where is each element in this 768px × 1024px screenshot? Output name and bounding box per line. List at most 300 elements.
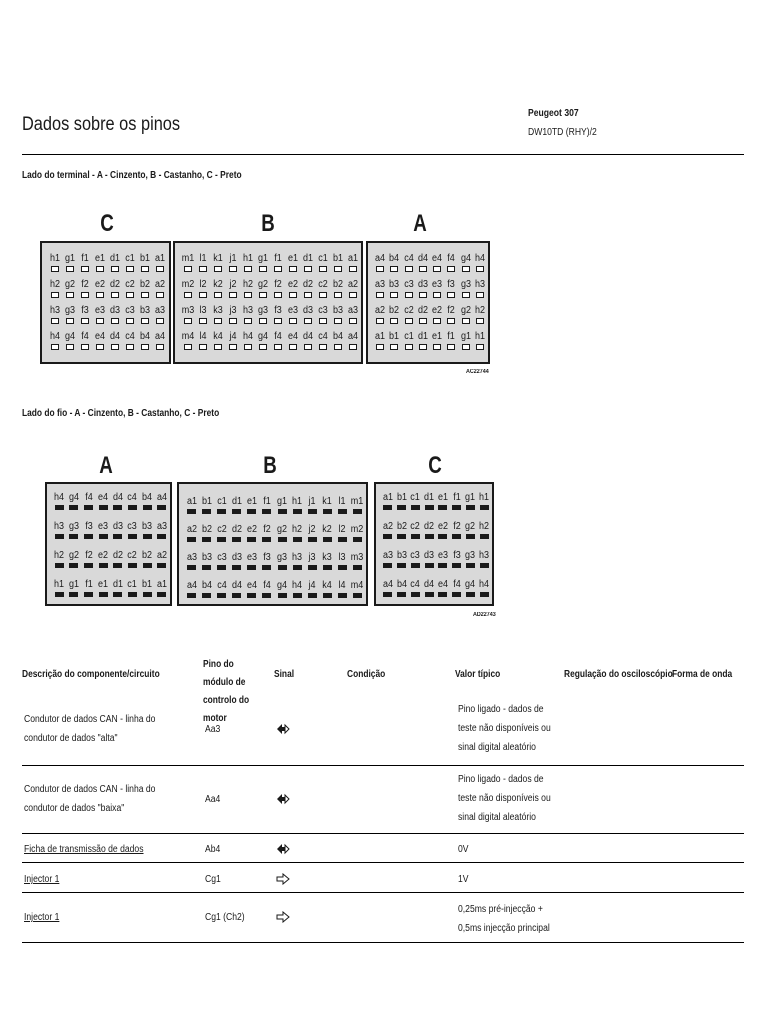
pin-row — [376, 492, 492, 518]
pin-label: c3 — [127, 521, 138, 532]
row-1-pin: Aa3 — [205, 724, 221, 735]
row-4-pin: Cg1 — [205, 874, 221, 885]
pin-b-g1 — [274, 496, 290, 514]
wire-terminal — [338, 509, 347, 514]
pin-a-a4 — [154, 492, 170, 510]
wire-terminal — [308, 565, 317, 570]
pin-b-d1 — [229, 496, 245, 514]
header-scope-setting: Regulação do osciloscópio — [564, 669, 673, 680]
pin-label: d1 — [302, 253, 313, 264]
wire-terminal — [217, 565, 226, 570]
pin-label: e2 — [287, 279, 298, 290]
pin-label: f3 — [447, 279, 456, 290]
row-2-typical-value: Pino ligado - dados de teste não disponíveis ou sinal digital aleatório — [458, 774, 551, 823]
pin-label: h1 — [292, 496, 303, 507]
connector-c-block — [40, 241, 171, 364]
pin-socket — [319, 318, 327, 324]
pin-label: d3 — [417, 279, 428, 290]
pin-socket — [259, 266, 267, 272]
pin-b-f3 — [270, 305, 286, 324]
pin-c-e3 — [92, 305, 108, 324]
pin-c-h3 — [47, 305, 63, 324]
pin-label: g3 — [465, 550, 476, 561]
pin-label: a3 — [186, 552, 197, 563]
pin-socket — [447, 266, 455, 272]
pin-label: b3 — [142, 521, 153, 532]
wire-terminal — [383, 534, 392, 539]
pin-label: f3 — [263, 552, 271, 563]
pin-b-j2 — [225, 279, 241, 298]
header-waveform: Forma de onda — [672, 669, 733, 680]
pin-c-h1 — [47, 253, 63, 272]
wire-terminal — [99, 592, 108, 597]
wire-terminal — [55, 563, 64, 568]
wire-terminal — [84, 592, 93, 597]
pin-socket — [433, 266, 441, 272]
pin-a-a2 — [154, 550, 170, 568]
pin-b-m2 — [349, 524, 365, 542]
pin-b-c4 — [214, 580, 230, 598]
pin-label: f3 — [81, 305, 89, 316]
pin-label: h2 — [242, 279, 253, 290]
wire-ref-code: AD22743 — [473, 612, 496, 618]
pin-label: d2 — [424, 521, 435, 532]
pin-label: d2 — [112, 550, 123, 561]
pin-label: j4 — [228, 331, 237, 342]
pin-label: l4 — [338, 580, 346, 591]
pin-c-a4 — [152, 331, 168, 350]
pin-socket — [81, 292, 89, 298]
pin-socket — [244, 344, 252, 350]
pin-label: e2 — [98, 550, 109, 561]
pin-a-b3 — [139, 521, 155, 539]
pin-b-a3 — [184, 552, 200, 570]
pin-socket — [433, 318, 441, 324]
row-3-typical-value: 0V — [458, 844, 469, 855]
pin-label: c1 — [410, 492, 421, 503]
pin-b-l1 — [195, 253, 211, 272]
header-signal: Sinal — [274, 669, 295, 680]
pin-c-c3 — [122, 305, 138, 324]
wire-terminal — [383, 592, 392, 597]
pin-b-d4 — [229, 580, 245, 598]
wire-terminal — [353, 509, 362, 514]
pin-row — [42, 331, 169, 357]
pin-socket — [334, 344, 342, 350]
pin-label: h2 — [479, 521, 490, 532]
pin-label: h3 — [479, 550, 490, 561]
pin-label: h3 — [54, 521, 65, 532]
wire-terminal — [69, 592, 78, 597]
wire-terminal — [232, 537, 241, 542]
pin-b-c2 — [214, 524, 230, 542]
wire-terminal — [69, 505, 78, 510]
pin-label: g2 — [465, 521, 476, 532]
pin-label: l1 — [198, 253, 207, 264]
wire-terminal — [425, 534, 434, 539]
pin-label: d3 — [231, 552, 242, 563]
pin-a-h3 — [472, 279, 488, 298]
pin-b-d1 — [300, 253, 316, 272]
pin-a-h1 — [51, 579, 67, 597]
pin-a-g3 — [66, 521, 82, 539]
pin-b-j4 — [304, 580, 320, 598]
pin-a-d2 — [110, 550, 126, 568]
pin-b-m4 — [349, 580, 365, 598]
pin-label: c2 — [216, 524, 227, 535]
pin-label: a3 — [382, 550, 393, 561]
pin-label: h1 — [54, 579, 65, 590]
pin-b-b4 — [330, 331, 346, 350]
pin-c-b3 — [137, 305, 153, 324]
pin-label: k3 — [322, 552, 333, 563]
pin-label: c4 — [127, 492, 138, 503]
pin-b-d3 — [229, 552, 245, 570]
connector-b-letter: B — [261, 210, 275, 237]
pin-socket — [156, 318, 164, 324]
pin-label: e4 — [94, 331, 105, 342]
pin-c-h4 — [47, 331, 63, 350]
pin-label: a4 — [156, 492, 167, 503]
pin-label: b1 — [142, 579, 153, 590]
pin-row — [179, 496, 366, 522]
pin-c-d4 — [107, 331, 123, 350]
pin-label: d2 — [417, 305, 428, 316]
pin-b-f1 — [259, 496, 275, 514]
pin-socket — [289, 318, 297, 324]
wire-terminal — [438, 534, 447, 539]
pin-socket — [433, 292, 441, 298]
pin-c-f3 — [77, 305, 93, 324]
wire-terminal — [143, 534, 152, 539]
pin-socket — [66, 318, 74, 324]
pin-b-m4 — [180, 331, 196, 350]
pin-label: m3 — [181, 305, 194, 316]
pin-row — [47, 550, 170, 576]
pin-socket — [376, 266, 384, 272]
pin-label: d3 — [424, 550, 435, 561]
pin-socket — [244, 292, 252, 298]
pin-socket — [274, 318, 282, 324]
pin-socket — [156, 266, 164, 272]
wire-terminal — [438, 563, 447, 568]
pin-label: a4 — [186, 580, 197, 591]
pin-b-k2 — [319, 524, 335, 542]
wire-terminal — [308, 593, 317, 598]
pin-label: b3 — [396, 550, 407, 561]
pin-socket — [51, 318, 59, 324]
pin-label: e3 — [94, 305, 105, 316]
data-bus-icon — [276, 723, 290, 735]
pin-b-a3 — [345, 305, 361, 324]
wire-terminal — [411, 534, 420, 539]
pin-label: e2 — [246, 524, 257, 535]
pin-b-h2 — [240, 279, 256, 298]
pin-a-b4 — [139, 492, 155, 510]
wire-terminal — [217, 509, 226, 514]
wire-terminal — [187, 509, 196, 514]
pin-socket — [390, 344, 398, 350]
pin-label: e4 — [98, 492, 109, 503]
pin-socket — [304, 344, 312, 350]
wire-terminal — [113, 592, 122, 597]
pin-label: f2 — [273, 279, 282, 290]
pin-label: f4 — [84, 492, 93, 503]
pin-label: a2 — [347, 279, 358, 290]
pin-socket — [259, 344, 267, 350]
pin-b-l3 — [195, 305, 211, 324]
row-2-description: Condutor de dados CAN - linha do condutor de dados "baixa" — [24, 784, 156, 814]
pin-c-h2 — [476, 521, 492, 539]
pin-label: f4 — [447, 253, 456, 264]
wire-terminal — [187, 593, 196, 598]
wire-terminal — [383, 563, 392, 568]
wire-terminal — [99, 534, 108, 539]
pin-label: b3 — [332, 305, 343, 316]
pin-row — [179, 580, 366, 606]
pin-b-h3 — [240, 305, 256, 324]
pin-b-f2 — [259, 524, 275, 542]
pin-label: c4 — [403, 253, 414, 264]
pin-c-h2 — [47, 279, 63, 298]
pin-label: b4 — [201, 580, 212, 591]
wire-terminal — [55, 534, 64, 539]
data-bus-icon — [276, 793, 290, 805]
pin-label: b3 — [201, 552, 212, 563]
pin-row — [42, 253, 169, 279]
pin-b-l4 — [195, 331, 211, 350]
wire-terminal — [69, 563, 78, 568]
pin-c-h4 — [476, 579, 492, 597]
pin-label: m2 — [181, 279, 194, 290]
pin-b-j3 — [225, 305, 241, 324]
pin-label: a2 — [155, 279, 166, 290]
pin-label: b3 — [140, 305, 151, 316]
pin-a-h4 — [51, 492, 67, 510]
wire-terminal — [353, 593, 362, 598]
pin-b-a2 — [184, 524, 200, 542]
pin-b-k2 — [210, 279, 226, 298]
pin-label: c3 — [403, 279, 414, 290]
pin-a-b2 — [139, 550, 155, 568]
vehicle-model: Peugeot 307 — [528, 108, 579, 119]
pin-a-e3 — [95, 521, 111, 539]
wire-terminal — [308, 537, 317, 542]
pin-row — [376, 550, 492, 576]
pin-label: h4 — [54, 492, 65, 503]
pin-label: g4 — [257, 331, 268, 342]
pin-b-b2 — [330, 279, 346, 298]
pin-b-l2 — [195, 279, 211, 298]
pin-c-e2 — [92, 279, 108, 298]
wire-terminal — [397, 563, 406, 568]
pin-label: g1 — [64, 253, 75, 264]
pin-label: j3 — [228, 305, 237, 316]
pin-c-g1 — [62, 253, 78, 272]
row-divider — [22, 942, 744, 943]
pin-label: g1 — [277, 496, 288, 507]
pin-b-c3 — [315, 305, 331, 324]
pin-socket — [229, 266, 237, 272]
pin-label: l3 — [338, 552, 346, 563]
pin-label: g2 — [257, 279, 268, 290]
pin-label: d4 — [417, 253, 428, 264]
wire-terminal — [397, 534, 406, 539]
row-3-description-link[interactable]: Ficha de transmissão de dados — [24, 844, 144, 855]
row-5-description-link[interactable]: Injector 1 — [24, 912, 60, 923]
pin-c-e1 — [92, 253, 108, 272]
pin-label: e1 — [287, 253, 298, 264]
pin-label: m4 — [181, 331, 194, 342]
pin-label: b1 — [332, 253, 343, 264]
row-4-description-link[interactable]: Injector 1 — [24, 874, 60, 885]
pin-b-h1 — [289, 496, 305, 514]
wire-terminal — [397, 505, 406, 510]
pin-socket — [126, 318, 134, 324]
wire-terminal — [480, 534, 489, 539]
pin-socket — [214, 292, 222, 298]
pin-a-h2 — [472, 305, 488, 324]
wire-terminal — [452, 505, 461, 510]
pin-socket — [244, 318, 252, 324]
connector-c-block — [374, 482, 494, 606]
pin-socket — [289, 292, 297, 298]
row-5-pin: Cg1 (Ch2) — [205, 912, 245, 923]
pin-label: j2 — [228, 279, 237, 290]
pin-label: c1 — [317, 253, 328, 264]
wire-terminal — [262, 509, 271, 514]
pin-label: k1 — [322, 496, 333, 507]
pin-socket — [214, 266, 222, 272]
row-1-description: Condutor de dados CAN - linha do condutor de dados "alta" — [24, 714, 156, 744]
pin-b-g4 — [255, 331, 271, 350]
pin-socket — [184, 292, 192, 298]
pin-row — [175, 331, 361, 357]
wire-terminal — [128, 563, 137, 568]
pin-label: d1 — [110, 253, 121, 264]
pin-socket — [244, 266, 252, 272]
pin-label: d1 — [231, 496, 242, 507]
pin-c-c4 — [122, 331, 138, 350]
pin-c-b2 — [137, 279, 153, 298]
pin-b-c3 — [214, 552, 230, 570]
pin-label: g4 — [277, 580, 288, 591]
pin-label: d3 — [302, 305, 313, 316]
output-arrow-icon — [276, 873, 290, 885]
pin-b-h1 — [240, 253, 256, 272]
wire-terminal — [217, 537, 226, 542]
pin-label: b4 — [140, 331, 151, 342]
pin-b-l3 — [334, 552, 350, 570]
wire-terminal — [411, 592, 420, 597]
pin-label: a1 — [382, 492, 393, 503]
pin-socket — [274, 344, 282, 350]
pin-label: b2 — [389, 305, 400, 316]
pin-socket — [349, 318, 357, 324]
pin-label: h2 — [474, 305, 485, 316]
pin-label: k2 — [212, 279, 223, 290]
pin-label: a3 — [347, 305, 358, 316]
terminal-ref-code: AC22744 — [466, 369, 489, 375]
pin-label: f1 — [84, 579, 93, 590]
pin-socket — [184, 318, 192, 324]
pin-b-h3 — [289, 552, 305, 570]
pin-a-h3 — [51, 521, 67, 539]
pin-row — [368, 305, 488, 331]
pin-b-b3 — [330, 305, 346, 324]
pin-label: b3 — [389, 279, 400, 290]
wire-terminal — [466, 534, 475, 539]
wire-terminal — [128, 534, 137, 539]
row-divider — [22, 862, 744, 863]
pin-label: h2 — [292, 524, 303, 535]
pin-b-e3 — [285, 305, 301, 324]
wire-terminal — [202, 565, 211, 570]
pin-label: m1 — [181, 253, 194, 264]
pin-label: g2 — [64, 279, 75, 290]
wire-terminal — [84, 505, 93, 510]
pin-label: l4 — [198, 331, 207, 342]
pin-b-a4 — [345, 331, 361, 350]
wire-terminal — [411, 505, 420, 510]
wire-terminal — [353, 537, 362, 542]
row-divider — [22, 833, 744, 834]
pin-label: c3 — [216, 552, 227, 563]
pin-label: d4 — [424, 579, 435, 590]
pin-row — [175, 305, 361, 331]
pin-label: f1 — [81, 253, 89, 264]
pin-label: c2 — [125, 279, 135, 290]
pin-socket — [462, 318, 470, 324]
pin-a-c1 — [124, 579, 140, 597]
wire-terminal — [157, 534, 166, 539]
pin-label: e1 — [94, 253, 105, 264]
pin-b-l4 — [334, 580, 350, 598]
pin-label: h1 — [474, 331, 485, 342]
pin-socket — [141, 292, 149, 298]
pin-label: a4 — [347, 331, 358, 342]
pin-b-k3 — [210, 305, 226, 324]
wire-terminal — [128, 505, 137, 510]
pin-label: k2 — [322, 524, 333, 535]
pin-label: h4 — [49, 331, 60, 342]
pin-label: f2 — [81, 279, 89, 290]
pin-b-j2 — [304, 524, 320, 542]
pin-label: h4 — [474, 253, 485, 264]
pin-a-h2 — [51, 550, 67, 568]
pin-label: f1 — [452, 492, 461, 503]
pin-label: b2 — [396, 521, 407, 532]
pin-label: h3 — [242, 305, 253, 316]
pin-socket — [319, 292, 327, 298]
pin-label: c3 — [125, 305, 135, 316]
pin-b-f4 — [259, 580, 275, 598]
terminal-side-label: Lado do terminal - A - Cinzento, B - Castanho, C - Preto — [22, 170, 242, 181]
pin-row — [47, 521, 170, 547]
pin-label: h4 — [479, 579, 490, 590]
pin-row — [179, 552, 366, 578]
pin-label: b1 — [201, 496, 212, 507]
pin-label: c4 — [216, 580, 227, 591]
pin-label: a4 — [382, 579, 393, 590]
header-typical-value: Valor típico — [455, 669, 501, 680]
pin-b-f2 — [270, 279, 286, 298]
pin-label: k4 — [322, 580, 333, 591]
pin-label: m1 — [351, 496, 364, 507]
wire-terminal — [278, 593, 287, 598]
wire-terminal — [247, 593, 256, 598]
wire-terminal — [99, 563, 108, 568]
